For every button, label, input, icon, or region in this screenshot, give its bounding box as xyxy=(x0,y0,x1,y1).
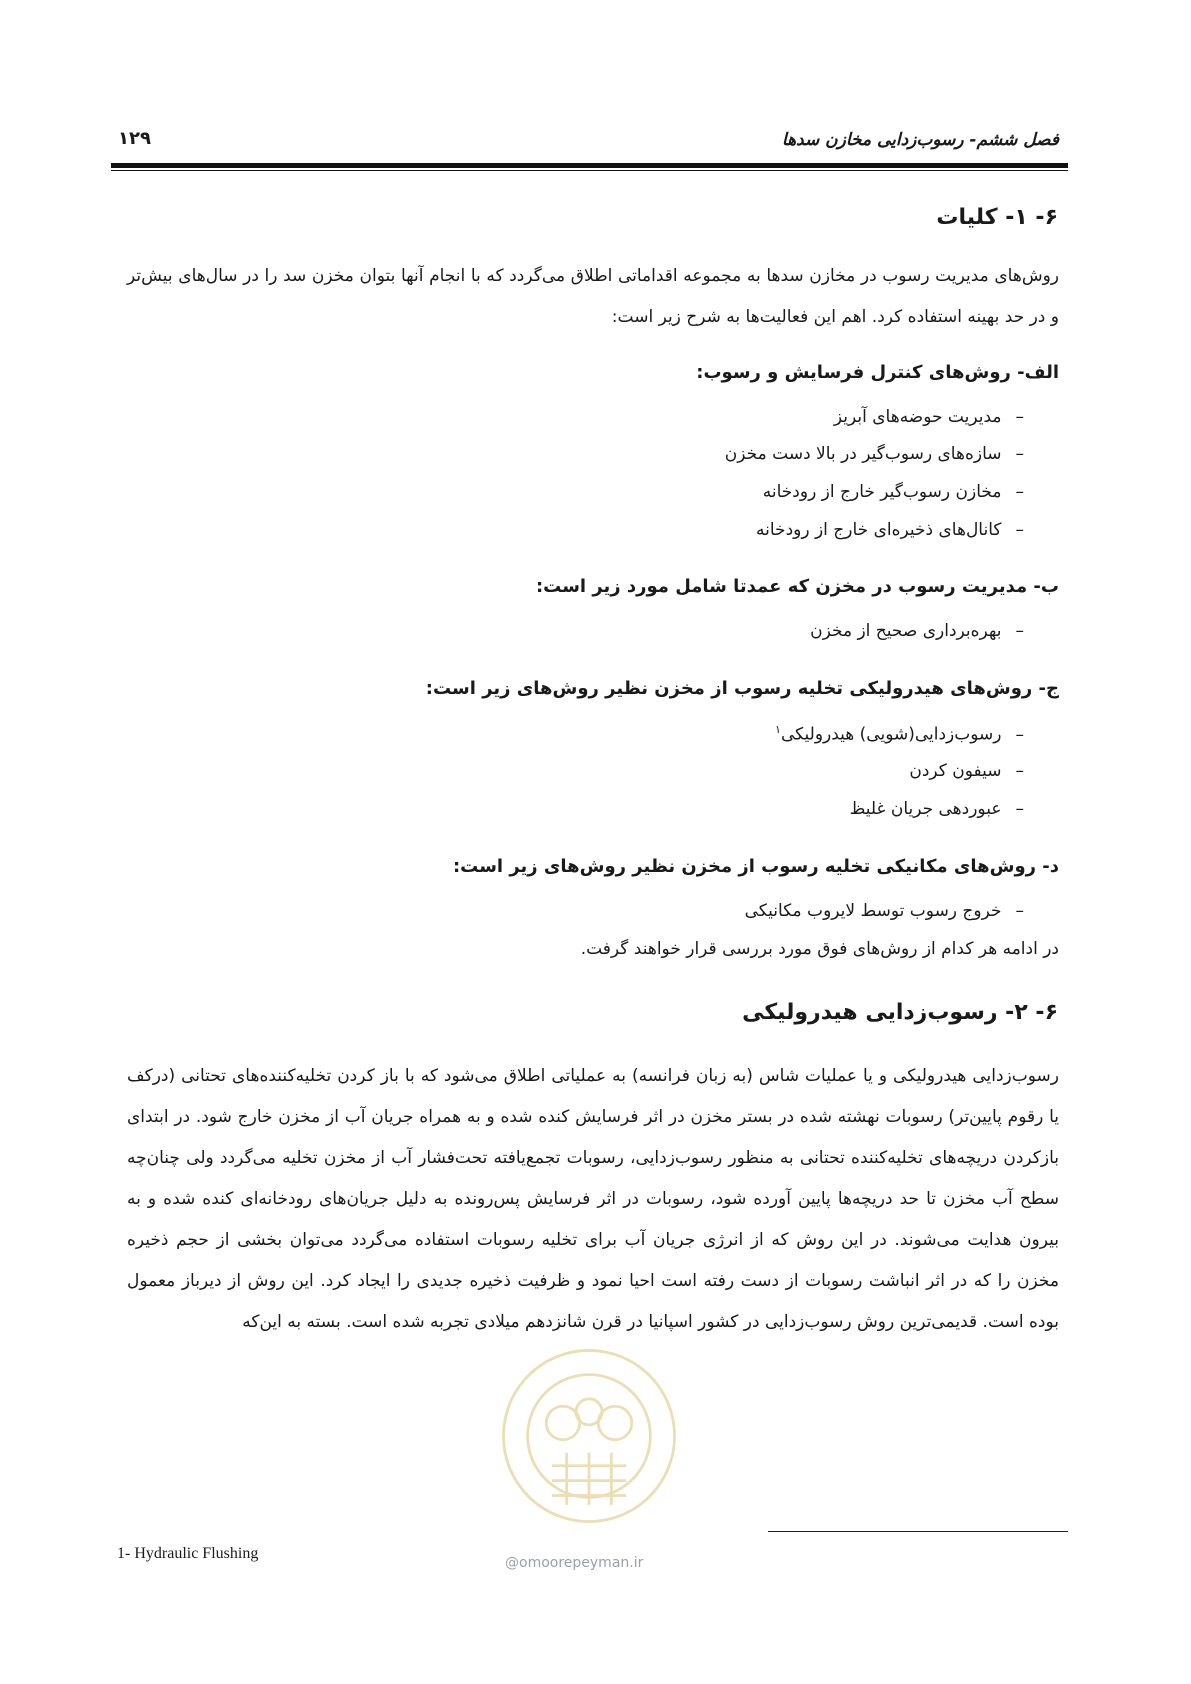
page-number: ۱۲۹ xyxy=(118,128,151,149)
section-heading-1: ۶- ۱- کلیات xyxy=(936,205,1058,230)
list-item: –بهره‌برداری صحیح از مخزن xyxy=(810,621,1024,641)
watermark-site: @omoorepeyman.ir xyxy=(505,1555,644,1571)
watermark-seal xyxy=(496,1343,682,1529)
list-item: –عبوردهی جریان غلیظ xyxy=(849,799,1024,819)
list-item: –مخازن رسوب‌گیر خارج از رودخانه xyxy=(762,482,1024,502)
group-d-title: د- روش‌های مکانیکی تخلیه رسوب از مخزن نظیر روش‌های زیر است: xyxy=(452,856,1059,877)
group-a-title: الف- روش‌های کنترل فرسایش و رسوب: xyxy=(696,362,1059,383)
list-item: –مدیریت حوضه‌های آبریز xyxy=(833,407,1024,427)
list-item: –رسوب‌زدایی(شویی) هیدرولیکی$^۱$ xyxy=(775,723,1024,745)
list-item: –سیفون کردن xyxy=(909,761,1024,781)
header-rule-thick xyxy=(111,163,1068,168)
seal-grid xyxy=(552,1453,626,1505)
footnote-separator xyxy=(768,1531,1068,1532)
footnote-marker[interactable]: ۱ xyxy=(775,723,781,736)
list-item: –خروج رسوب توسط لایروب مکانیکی xyxy=(744,901,1024,921)
closing-sentence: در ادامه هر کدام از روش‌های فوق مورد بررسی قرار خواهند گرفت. xyxy=(580,939,1059,959)
seal-center-emblem xyxy=(576,1399,602,1425)
list-item: –سازه‌های رسوب‌گیر در بالا دست مخزن xyxy=(724,444,1024,464)
group-b-title: ب- مدیریت رسوب در مخزن که عمدتا شامل مورد زیر است: xyxy=(535,576,1059,597)
footnote: 1- Hydraulic Flushing xyxy=(117,1545,259,1562)
section-heading-2: ۶- ۲- رسوب‌زدایی هیدرولیکی xyxy=(742,1000,1058,1025)
intro-paragraph: روش‌های مدیریت رسوب در مخازن سدها به مجموعه اقداماتی اطلاق می‌گردد که با انجام آنها بتوان مخزن سد را در سال‌های بیش‌تر و در حد بهینه استفاده کرد. اهم این فعالیت‌ها به شرح زیر است: xyxy=(127,266,1059,327)
body-paragraph: رسوب‌زدایی هیدرولیکی و یا عملیات شاس (به زبان فرانسه) به عملیاتی اطلاق می‌شود که با باز کردن تخلیه‌کننده‌های تحتانی (درکف یا رقوم پایین‌تر) رسوبات نهشته شده در بستر مخزن در اثر فرسایش کنده شده و به همراه جریان آب از مخزن خارج شود. در ابتدای بازکردن دریچه‌های تخلیه‌کننده تحتانی به منظور رسوب‌زدایی، رسوبات تجمع‌یافته تحت‌فشار آب از مخزن تخلیه می‌گردد ولی چنان‌چه سطح آب مخزن تا حد دریچه‌ها پایین آورده شود، رسوبات در اثر فرسایش پس‌رونده به دلیل جریان‌های رودخانه‌ای کنده شده و به بیرون هدایت می‌شوند. در این روش که از انرژی جریان آب برای تخلیه رسوبات استفاده می‌گردد می‌توان بخشی از حجم ذخیره مخزن را که در اثر انباشت رسوبات از دست رفته است احیا نمود و ظرفیت ذخیره جدیدی را ایجاد کرد. این روش از دیرباز معمول بوده است. قدیمی‌ترین روش رسوب‌زدایی در کشور اسپانیا در قرن شانزدهم میلادی تجربه شده است. بسته به این‌که xyxy=(127,1066,1059,1332)
header-rule-thin xyxy=(111,170,1068,171)
running-header-chapter: فصل ششم- رسوب‌زدایی مخازن سدها xyxy=(781,130,1059,150)
list-item: –کانال‌های ذخیره‌ای خارج از رودخانه xyxy=(756,520,1024,540)
group-c-title: ج- روش‌های هیدرولیکی تخلیه رسوب از مخزن نظیر روش‌های زیر است: xyxy=(425,678,1059,699)
